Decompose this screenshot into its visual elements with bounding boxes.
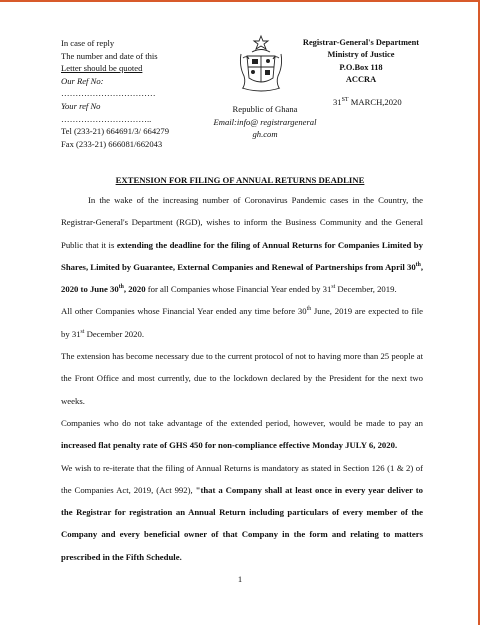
republic-of-ghana: Republic of Ghana: [232, 104, 298, 114]
our-ref-label: Our Ref No:: [61, 75, 104, 86]
fax-numbers: Fax (233-21) 666081/662043: [61, 138, 163, 149]
ghana-coat-of-arms-logo: [238, 34, 284, 94]
paragraph-penalty: Companies who do not take advantage of the extended period, however, would be made to pay an increased flat penalty rate of GHS 450 for non-compliance effective Monday JULY 6, 2020.: [61, 417, 423, 451]
page-top-border: [0, 0, 480, 2]
paragraph-extension-notice: In the wake of the increasing number of Coronavirus Pandemic cases in the Country, the Registrar-General's Department (RGD), wishes to inform the Business Community and the General Public that it is extending the deadline for the filing of Annual Returns for Companies Limited by Shares, Limited by Guarantee, External Companies and Renewal of Partnerships from April 30th, 2020 to June 30th, 2020 for all Companies whose Financial Year ended by 31st December, 2019.: [61, 195, 423, 295]
republic-contact-block: [210, 103, 320, 141]
your-ref-label: Your ref No: [61, 100, 101, 111]
department-address-block: [296, 37, 426, 87]
letter-title: EXTENSION FOR FILING OF ANNUAL RETURNS DEADLINE: [115, 175, 365, 185]
ministry-name: Ministry of Justice: [327, 50, 395, 60]
paragraph-other-companies: All other Companies whose Financial Year ended any time before 30th June, 2019 are expected to file by 31st December 2020.: [61, 306, 424, 339]
letter-body: [61, 189, 423, 568]
department-name: Registrar-General's Department: [302, 38, 420, 47]
paragraph-reason: The extension has become necessary due to the current protocol of not to having more than 25 people at the Front Office and most currently, due to the lockdown declared by the President for the next two weeks.: [61, 351, 423, 406]
email-line-1: Email:info@ registrargeneral: [213, 116, 317, 127]
letter-date: 31ST MARCH,2020: [333, 97, 402, 107]
po-box: P.O.Box 118: [339, 62, 383, 72]
reply-instruction-line2: The number and date of this: [61, 50, 158, 61]
your-ref-blank: …………………………..: [61, 113, 152, 124]
our-ref-blank: ……………………………: [61, 88, 156, 99]
reply-instruction-line3: Letter should be quoted: [61, 63, 143, 74]
reply-reference-block: [61, 37, 169, 150]
telephone-numbers: Tel (233-21) 664691/3/ 664279: [61, 126, 170, 137]
email-line-2: gh.com: [252, 129, 278, 139]
paragraph-statutory-requirement: We wish to re-iterate that the filing of Annual Returns is mandatory as stated in Section 126 (1 & 2) of the Companies Act, 2019, (Act 992), "that a Company shall at least once in every year deliver to the Registrar for registration an Annual Return including particulars of every member of the Company and every beneficial owner of that Company in the form and relating to matters prescribed in the Fifth Schedule.: [61, 462, 423, 562]
page-number: 1: [237, 574, 243, 584]
city: ACCRA: [345, 75, 377, 85]
reply-instruction-line1: In case of reply: [61, 38, 115, 48]
